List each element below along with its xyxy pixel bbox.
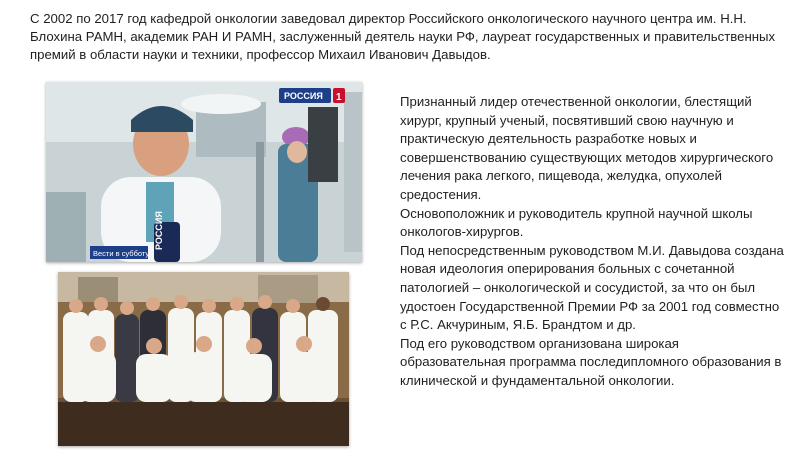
tv-interview-photo [46,82,362,262]
paragraph-school: Основоположник и руководитель крупной научной школы онкологов-хирургов. [400,205,753,240]
channel-logo: РОССИЯ [284,91,323,101]
paragraph-state-prize: Под непосредственным руководством М.И. Давыдова создана новая идеология оперирования больных с сочетанной патологией – онкологической и сосудистой, за что он был удостоен Государственной Премии РФ за 2001 год совместно с Р.С. Акчуриным, Я.Б. Брандтом и др. [400,242,784,333]
paragraph-leader: Признанный лидер отечественной онкологии, блестящий хирург, крупный ученый, посвятивший свою научную и практическую деятельность разработке новых и совершенствованию существующих методов хирургического лечения рака легкого, пищевода, желудка, опухолей средостения. [400,94,774,202]
program-caption: Вести в субботу [93,249,150,258]
group-photo [58,272,349,446]
intro-paragraph: С 2002 по 2017 год кафедрой онкологии заведовал директор Российского онкологического научного центра им. Н.Н. Блохина РАМН, академик РАН И РАМН, заслуженный деятель науки РФ, лауреат государственных и правительственных премий в области науки и техники, профессор Михаил Иванович Давыдов. [30,11,776,62]
achievements-text [400,93,785,391]
mic-label: РОССИЯ [154,211,164,250]
channel-number: 1 [336,92,342,103]
paragraph-education: Под его руководством организована широкая образовательная программа последипломного образования в клинической и фундаментальной онкологии. [400,335,782,388]
